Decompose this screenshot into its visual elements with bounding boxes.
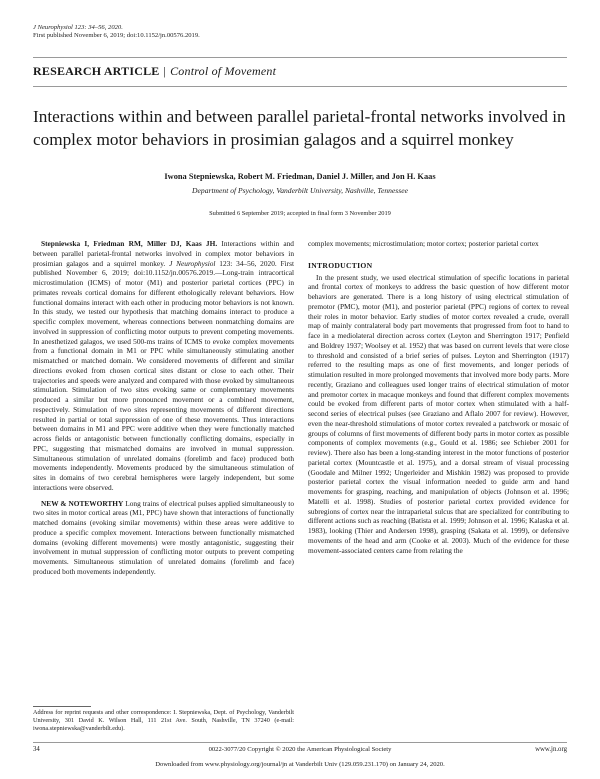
abstract: [33, 239, 294, 493]
article-type-separator: |: [163, 64, 167, 78]
citation-journal: J Neurophysiol: [169, 258, 216, 268]
citation-details: 123: 34–56, 2020. First published November 6, 2019; doi:10.1152/jn.00576.2019.—: [33, 258, 294, 278]
journal-url[interactable]: www.jn.org: [535, 746, 567, 753]
submission-dates: Submitted 6 September 2019; accepted in final form 3 November 2019: [209, 210, 391, 217]
title-rule: [33, 86, 567, 87]
journal-citation: J Neurophysiol 123: 34–56, 2020.: [33, 24, 123, 31]
page-number: 34: [33, 746, 40, 753]
article-section: Control of Movement: [170, 64, 277, 78]
copyright-line: 0022-3077/20 Copyright © 2020 the American Physiological Society: [208, 746, 392, 753]
new-noteworthy-text: Long trains of electrical pulses applied simultaneously to two sites in motor cortical areas (M1, PPC) have shown that interactions of functionally matched domains (evoking similar movements) within these areas were additive to produce a specific complex movement. Interactions between functionally mismatched domains (evoking different movements) were mostly antagonistic, suggesting their involvement in mutual suppression of conflicting motor outputs to prevent competing movements. Simultaneous stimulation of unrelated domains (forelimb and face) produced both movements independently.: [33, 498, 294, 576]
journal-header: [33, 24, 200, 41]
right-column: [308, 239, 569, 555]
article-title: Interactions within and between parallel parietal-frontal networks involved in complex motor behaviors in prosimian galagos and a squirrel monkey: [33, 107, 566, 149]
keywords: complex movements; microstimulation; motor cortex; posterior parietal cortex: [308, 239, 539, 248]
footer-rule: [33, 742, 567, 743]
left-column: [33, 239, 294, 577]
citation-authors: Stepniewska I, Friedman RM, Miller DJ, Kaas JH.: [41, 239, 218, 248]
correspondence-footnote: Address for reprint requests and other correspondence: I. Stepniewska, Dept. of Psychology, Vanderbilt University, 301 David K. Wilson Hall, 111 21st Ave. South, Nashville, TN 37240 (e-mail: iwona.stepniewska@vanderbilt.edu).: [33, 709, 294, 733]
article-type-label: RESEARCH ARTICLE: [33, 64, 160, 78]
citation-title: Interactions within and between parallel parietal-frontal networks involved in complex motor behaviors in prosimian galagos and a squirrel monkey.: [33, 239, 294, 268]
published-line: First published November 6, 2019; doi:10.1152/jn.00576.2019.: [33, 32, 200, 40]
download-notice: Downloaded from www.physiology.org/journal/jn at Vanderbilt Univ (129.059.231.170) on January 24, 2020.: [155, 761, 445, 768]
introduction-heading: INTRODUCTION: [308, 260, 373, 270]
abstract-body: Long-train intracortical microstimulation (ICMS) of motor (M1) and posterior parietal cortices (PPC) in primates reveals cortical domains for different ethologically relevant behaviors. How functional domains interact with each other in producing motor behaviors is not known. In this study, we tested our hypothesis that matching domains interact to produce a specific complex movement, whereas connections between nonmatching domains are involved in suppression of conflicting motor outputs to prevent competing movements. In anesthetized galagos, we used 500-ms trains of ICMS to evoke complex movements from a functional domain in M1 or PPC while simultaneously stimulating another mismatched or matched domain. We considered movements of different and similar directions evoked from chosen cortical sites distant or close to each other. Their trajectories and speeds were analyzed and compared with those evoked by simultaneous stimulation. Stimulation of two sites evoking same or complementary movements produced a similar but more pronounced movement or a combined movement, respectively. Stimulation of two sites representing movements of different directions resulted in partial or total suppression of one of these movements. Thus interactions between domains in M1 and PPC were additive when they were functionally matched across fields or antagonistic between functionally conflicting domains, especially in PPC, suggesting that mismatched domains are involved in mutual suppression. Simultaneous stimulation of unrelated domains (forelimb and face) produced both movements independently. Movements produced by the simultaneous stimulation of sites in domains of two cerebral hemispheres were largely independent, but some interactions were observed.: [33, 268, 294, 492]
introduction-text: In the present study, we used electrical stimulation of specific locations in parietal and frontal cortex of monkeys to address the basic question of how different motor behaviors are generated. There is a long history of using electrical stimulation of premotor (PMC), motor (M1), and posterior parietal (PPC) regions of cortex to reveal their roles in motor behavior. Early studies of motor cortex revealed a crude, overall map of mainly contralateral body part movements that progressed from foot to hand to face in a mediolateral direction across cortex (Leyton and Sherrington 1917; Penfield and Boldrey 1937; Woolsey et al. 1952) that was based on current levels that were close to threshold and consisted of a brief series of pulses. Leyton and Sherrington (1917) referred to the resulting maps as one of first movements, and longer periods of stimulation resulted in more prolonged movements that involved more body parts. More recently, Graziano and colleagues used longer trains of electrical stimulation of motor and premotor cortex in macaque monkeys and found that different complex movements could be evoked from different parts of motor cortex when stimulated with a half-second series of electrical pulses (see Graziano and Aflalo 2007 for review). However, even the near-threshold stimulations of motor cortex revealed a patchwork or mosaic of groups of columns of first movements of different body parts in motor cortex as possible components of complex movements (e.g., Gould et al. 1986; see Schieber 2001 for review). There also has been a long-standing interest in the motor functions of posterior parietal cortex (Mountcastle et al. 1975), and a dorsal stream of visual processing (Goodale and Milner 1992; Ungerleider and Mishkin 1982) was proposed to provide posterior parietal cortex the visual information needed to guide arm and hand movements for grasping, reaching, and manipulation of objects (Johnson et al. 1996; Matelli et al. 1998). Studies of posterior parietal cortex provided evidence for subregions of cortex near the intraparietal sulcus that are specialized for contributing to different actions such as reaching (Batista et al. 1999; Johnson et al. 1996; Kalaska et al. 1983), looking (Thier and Andersen 1998), grasping (Sakata et al. 1999), or defensive movements of the head and arm (Cooke et al. 2003). Much of the evidence for these movement-associated centers came from relating the: [308, 272, 569, 555]
header-rule: [33, 57, 567, 58]
affiliation: Department of Psychology, Vanderbilt University, Nashville, Tennessee: [192, 186, 408, 195]
article-type: [33, 64, 276, 79]
new-noteworthy-label: NEW & NOTEWORTHY: [41, 498, 124, 508]
author-list: Iwona Stepniewska, Robert M. Friedman, Daniel J. Miller, and Jon H. Kaas: [164, 172, 436, 181]
new-noteworthy: [33, 499, 294, 577]
footnote-rule: [33, 706, 91, 707]
